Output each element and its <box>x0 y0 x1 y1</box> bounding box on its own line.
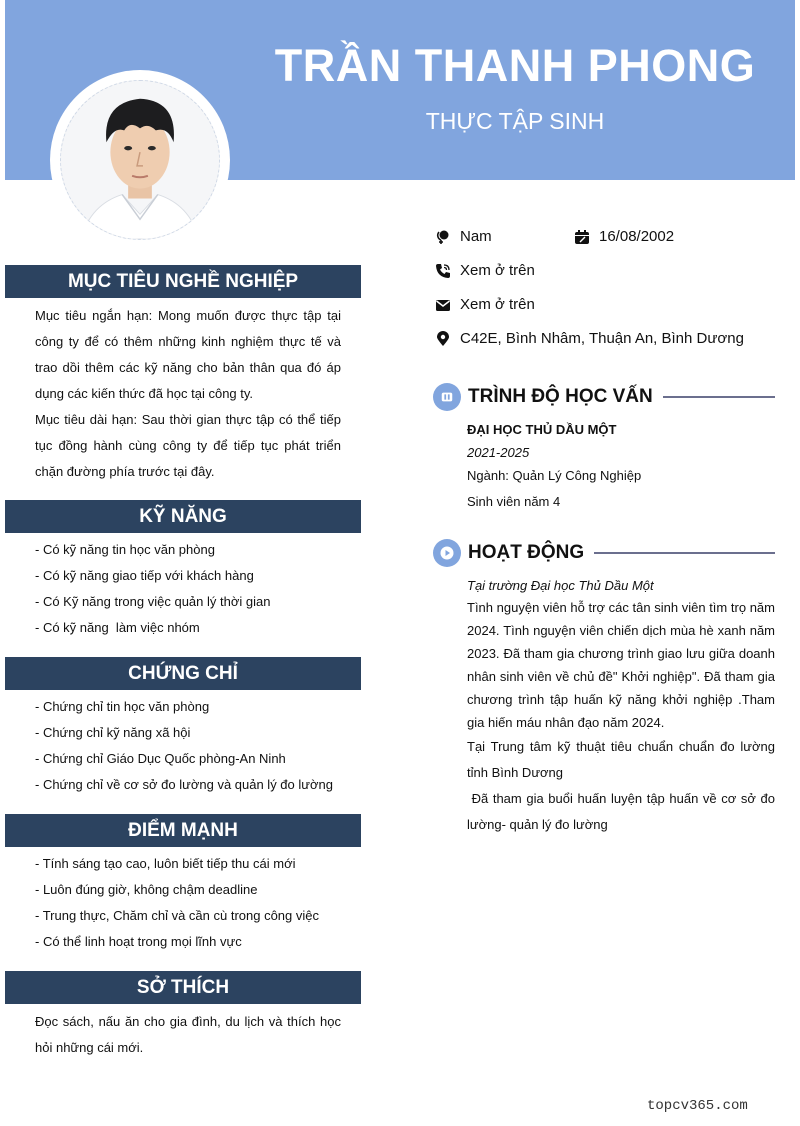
section-heading-objective: MỤC TIÊU NGHỀ NGHIỆP <box>5 265 361 298</box>
email-row <box>435 296 535 313</box>
book-icon <box>433 383 461 411</box>
activity-desc-2: Đã tham gia buổi huấn luyện tập huấn về cơ sở đo lường- quản lý đo lường <box>467 791 779 832</box>
objective-long-term: Mục tiêu dài hạn: Sau thời gian thực tập có thể tiếp tục đồng hành cùng công ty để tiếp tục phát triển chặn đường phía trước tại đây. <box>35 412 341 479</box>
envelope-icon <box>435 297 451 313</box>
education-body <box>467 417 775 515</box>
major: Ngành: Quản Lý Công Nghiệp <box>467 468 642 483</box>
birthday-row <box>574 228 674 245</box>
heading-divider <box>663 396 775 398</box>
profile-photo <box>61 81 219 239</box>
list-item: - Luôn đúng giờ, không chậm deadline <box>35 882 258 897</box>
location-pin-icon <box>435 331 451 347</box>
school-name: ĐẠI HỌC THỦ DẦU MỘT <box>467 422 617 437</box>
objective-body <box>35 303 341 485</box>
activities-title: HOẠT ĐỘNG <box>468 542 585 563</box>
list-item: - Chứng chỉ kỹ năng xã hội <box>35 725 191 740</box>
list-item: - Chứng chỉ Giáo Dục Quốc phòng-An Ninh <box>35 751 286 766</box>
list-item: - Chứng chỉ về cơ sở đo lường và quản lý đo lường <box>35 777 333 792</box>
section-heading-hobbies: SỞ THÍCH <box>5 971 361 1004</box>
address-row <box>435 330 744 347</box>
hobbies-body <box>35 1009 341 1061</box>
strengths-list <box>35 851 341 955</box>
study-period: 2021-2025 <box>467 445 530 460</box>
activity-desc-1: Tình nguyện viên hỗ trợ các tân sinh viên tìm trọ năm 2024. Tình nguyện viên chiến dịch mùa hè xanh năm 2023. Đã tham gia chương trình giao lưu giữa doanh nhân sinh viên về chủ đề" Khởi nghiệp". Đã tham gia chương trình tập huấn kỹ năng khởi nghiệp .Tham gia hiến máu nhân đạo năm 2024. <box>467 600 775 730</box>
activities-body <box>467 576 779 838</box>
play-icon <box>433 539 461 567</box>
activity-place-2: Tại Trung tâm kỹ thuật tiêu chuẩn chuẩn đo lường tỉnh Bình Dương <box>467 739 775 780</box>
student-status: Sinh viên năm 4 <box>467 494 561 509</box>
heading-divider <box>594 552 775 554</box>
gender-value: Nam <box>460 228 492 245</box>
section-heading-education <box>433 383 775 411</box>
list-item: - Tính sáng tạo cao, luôn biết tiếp thu cái mới <box>35 856 296 871</box>
list-item: - Trung thực, Chăm chỉ và cần cù trong công việc <box>35 908 320 923</box>
skills-list <box>35 537 341 641</box>
list-item: - Có Kỹ năng trong việc quản lý thời gian <box>35 594 271 609</box>
objective-short-term: Mục tiêu ngắn hạn: Mong muốn được thực tập tại công ty để có thêm những kinh nghiệm thực tế và trao dồi thêm các kỹ năng cho bản thân qua đó áp dụng các kiến thức đã học tại công ty. <box>35 308 341 401</box>
list-item: - Có kỹ năng làm việc nhóm <box>35 620 200 635</box>
list-item: - Có kỹ năng giao tiếp với khách hàng <box>35 568 254 583</box>
job-title: THỰC TẬP SINH <box>425 108 605 134</box>
list-item: - Chứng chỉ tin học văn phòng <box>35 699 210 714</box>
education-title: TRÌNH ĐỘ HỌC VẤN <box>468 386 653 407</box>
calendar-icon <box>574 229 590 245</box>
phone-row <box>435 262 535 279</box>
gender-icon <box>435 229 451 245</box>
hobbies-text: Đọc sách, nấu ăn cho gia đình, du lịch và thích học hỏi những cái mới. <box>35 1014 341 1055</box>
phone-value: Xem ở trên <box>460 262 535 279</box>
address-value: C42E, Bình Nhâm, Thuận An, Bình Dương <box>460 330 744 347</box>
watermark: topcv365.com <box>647 1098 748 1114</box>
gender-row <box>435 228 492 245</box>
section-heading-skills: KỸ NĂNG <box>5 500 361 533</box>
section-heading-activities <box>433 539 775 567</box>
birthday-value: 16/08/2002 <box>599 228 675 245</box>
phone-icon <box>435 263 451 279</box>
certificates-list <box>35 694 341 798</box>
list-item: - Có thể linh hoạt trong mọi lĩnh vực <box>35 934 242 949</box>
candidate-name: TRẦN THANH PHONG <box>274 40 756 91</box>
section-heading-strengths: ĐIỂM MẠNH <box>5 814 361 847</box>
email-value: Xem ở trên <box>460 296 535 313</box>
section-heading-certificates: CHỨNG CHỈ <box>5 657 361 690</box>
avatar <box>60 80 220 240</box>
activity-place-1: Tại trường Đại học Thủ Dầu Một <box>467 578 654 593</box>
list-item: - Có kỹ năng tin học văn phòng <box>35 542 215 557</box>
